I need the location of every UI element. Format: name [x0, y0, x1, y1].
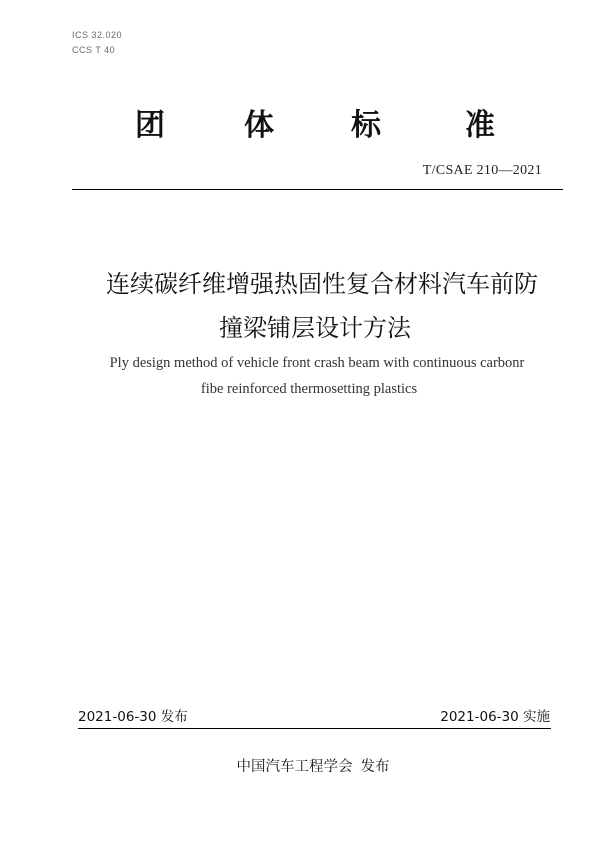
classification-codes — [72, 28, 122, 58]
publisher — [0, 757, 600, 777]
title-english-line-1: Ply design method of vehicle front crash beam with continuous carbonr — [109, 355, 525, 371]
publisher-name: 中国汽车工程学会 — [236, 759, 353, 775]
title-chinese-line-1: 连续碳纤维增强热固性复合材料汽车前防 — [106, 270, 538, 298]
publisher-action: 发布 — [360, 759, 390, 775]
top-divider — [72, 189, 563, 190]
heading-char-3: 标 — [351, 108, 381, 143]
title-chinese — [0, 262, 600, 350]
ccs-code: CCS T 40 — [72, 45, 116, 55]
issue-date: 2021-06-30 发布 — [78, 709, 188, 725]
heading-char-1: 团 — [135, 108, 165, 143]
heading-char-4: 准 — [465, 108, 495, 143]
bottom-divider — [78, 728, 551, 729]
implementation-date: 2021-06-30 实施 — [440, 709, 550, 725]
standard-number: T/CSAE 210—2021 — [422, 163, 542, 178]
title-chinese-line-2: 撞梁铺层设计方法 — [219, 314, 411, 342]
ics-code: ICS 32.020 — [72, 30, 123, 40]
heading-char-2: 体 — [244, 108, 274, 143]
title-english-line-2: fibe reinforced thermosetting plastics — [200, 381, 418, 397]
document-type-heading — [0, 106, 600, 146]
title-english — [0, 350, 600, 402]
